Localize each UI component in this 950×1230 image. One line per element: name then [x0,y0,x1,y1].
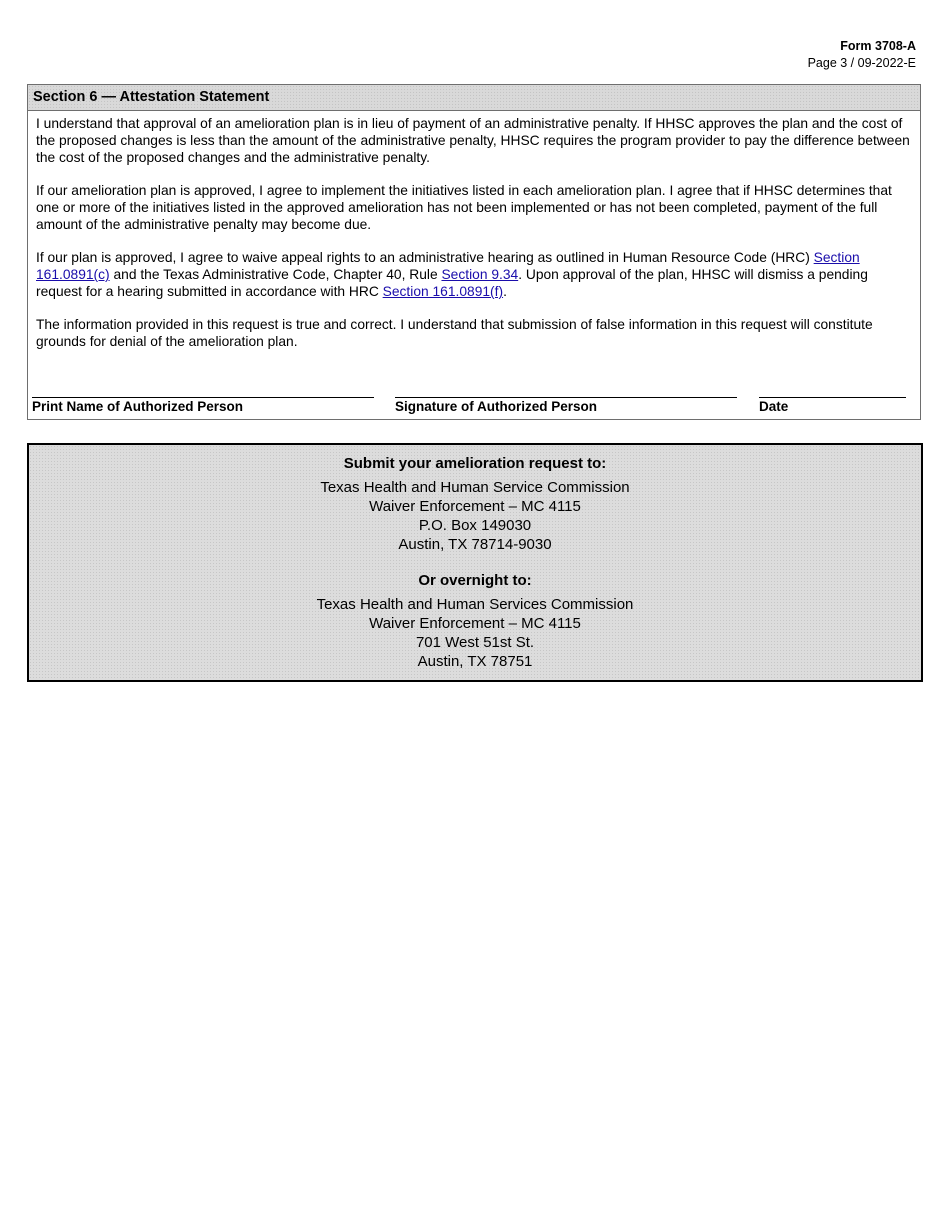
address-line: P.O. Box 149030 [418,517,532,534]
section-6-attestation [27,84,921,420]
address-line: Waiver Enforcement – MC 4115 [369,615,581,632]
signature-field[interactable]: Signature of Authorized Person [395,397,737,415]
form-number: Form 3708-A [840,39,916,53]
overnight-heading: Or overnight to: [418,572,532,589]
hrc-section-161-0891f-link[interactable]: Section 161.0891(f) [382,284,504,299]
mailing-address [29,478,921,554]
address-line: Texas Health and Human Services Commission [316,596,634,613]
page-info: Page 3 / 09-2022-E [807,56,916,70]
paragraph-text: If our plan is approved, I agree to waive appeal rights to an administrative hearing as outlined in Human Resource Code (HRC) [36,250,814,265]
paragraph-text: . [503,284,507,299]
hrc-section-161-0891c-link[interactable]: Section 161.0891(c) [36,250,860,282]
overnight-address [29,595,921,671]
attestation-paragraph-2: If our amelioration plan is approved, I agree to implement the initiatives listed in each amelioration plan. I agree that if HHSC determines that one or more of the initiatives listed in the approved amelioration has not been implemented or has not been completed, payment of the full amount of the administrative penalty may become due. [36,183,892,232]
address-line: Austin, TX 78751 [417,653,533,670]
address-line: Texas Health and Human Service Commission [320,479,630,496]
attestation-paragraph-4: The information provided in this request is true and correct. I understand that submission of false information in this request will constitute grounds for denial of the amelioration plan. [36,317,873,349]
form-header [808,38,916,72]
address-line: Waiver Enforcement – MC 4115 [369,498,581,515]
print-name-field[interactable]: Print Name of Authorized Person [32,397,374,415]
date-field[interactable]: Date [759,397,906,415]
attestation-paragraph-3 [36,249,914,300]
address-line: Austin, TX 78714-9030 [398,536,552,553]
attestation-paragraph-1: I understand that approval of an amelioration plan is in lieu of payment of an administrative penalty. If HHSC approves the plan and the cost of the proposed changes is less than the amount of the administrative penalty, HHSC requires the program provider to pay the difference between the cost of the proposed changes and the administrative penalty. [36,116,910,165]
section-body [28,111,920,350]
paragraph-text: and the Texas Administrative Code, Chapter 40, Rule [109,267,442,282]
section-title: Section 6 — Attestation Statement [28,85,920,111]
submit-heading: Submit your amelioration request to: [343,455,607,472]
paragraph-text: . Upon approval of the plan, HHSC will dismiss a pending request for a hearing submitted in accordance with HRC [36,267,868,299]
tac-section-9-34-link[interactable]: Section 9.34 [441,267,519,282]
address-line: 701 West 51st St. [415,634,535,651]
submission-address-box [27,443,923,682]
